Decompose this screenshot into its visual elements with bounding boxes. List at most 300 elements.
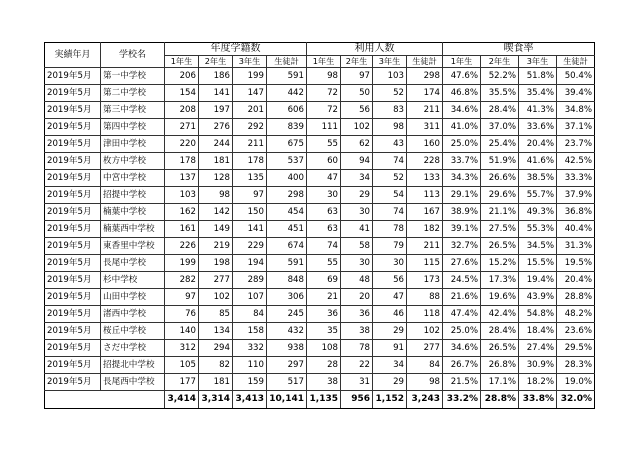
cell-rate-4: 34.8% [557, 102, 595, 119]
table-row [45, 238, 595, 255]
cell-month: 2019年5月 [45, 306, 101, 323]
cell-users-1: 108 [307, 340, 341, 357]
cell-users-3: 47 [373, 289, 407, 306]
cell-rate-3: 33.6% [519, 119, 557, 136]
cell-users-2: 56 [341, 102, 373, 119]
cell-enrolled-2: 181 [199, 153, 233, 170]
cell-month: 2019年5月 [45, 119, 101, 136]
table-row [45, 357, 595, 374]
cell-users-1: 35 [307, 323, 341, 340]
cell-rate-3: 15.5% [519, 255, 557, 272]
cell-users-4: 113 [407, 187, 443, 204]
cell-users-4: 115 [407, 255, 443, 272]
group-users-header: 利用人数 [307, 43, 443, 56]
cell-users-2: 29 [341, 187, 373, 204]
cell-enrolled-4: 839 [267, 119, 307, 136]
cell-users-4: 173 [407, 272, 443, 289]
cell-users-2: 38 [341, 323, 373, 340]
cell-users-4: 88 [407, 289, 443, 306]
cell-users-4: 102 [407, 323, 443, 340]
cell-enrolled-1: 208 [165, 102, 199, 119]
cell-users-2: 36 [341, 306, 373, 323]
cell-enrolled-1: 140 [165, 323, 199, 340]
cell-users-3: 52 [373, 85, 407, 102]
table-row [45, 340, 595, 357]
cell-enrolled-4: 306 [267, 289, 307, 306]
cell-enrolled-1: 76 [165, 306, 199, 323]
cell-rate-4: 29.5% [557, 340, 595, 357]
table-row [45, 374, 595, 391]
cell-rate-1: 32.7% [443, 238, 481, 255]
cell-users-1: 63 [307, 221, 341, 238]
cell-rate-1: 21.5% [443, 374, 481, 391]
cell-enrolled-2: 82 [199, 357, 233, 374]
cell-enrolled-2: 98 [199, 187, 233, 204]
header-row-groups [45, 43, 595, 56]
table-row [45, 85, 595, 102]
cell-rate-4: 39.4% [557, 85, 595, 102]
cell-enrolled-3: 97 [233, 187, 267, 204]
cell-enrolled-1: 199 [165, 255, 199, 272]
cell-school: 招提北中学校 [101, 357, 165, 374]
cell-month: 2019年5月 [45, 187, 101, 204]
cell-rate-2: 52.2% [481, 68, 519, 85]
cell-rate-4: 37.9% [557, 187, 595, 204]
cell-enrolled-3: 84 [233, 306, 267, 323]
cell-users-4: 211 [407, 102, 443, 119]
subheader-users-1: 1年生 [307, 56, 341, 68]
cell-users-3: 103 [373, 68, 407, 85]
cell-school: 第三中学校 [101, 102, 165, 119]
cell-school: 招提中学校 [101, 187, 165, 204]
cell-rate-2: 19.6% [481, 289, 519, 306]
total-rate-2: 28.8% [481, 391, 519, 409]
cell-rate-2: 28.4% [481, 102, 519, 119]
cell-users-1: 72 [307, 85, 341, 102]
cell-enrolled-2: 141 [199, 85, 233, 102]
total-enrolled-3: 3,413 [233, 391, 267, 409]
cell-enrolled-3: 159 [233, 374, 267, 391]
cell-enrolled-1: 282 [165, 272, 199, 289]
cell-month: 2019年5月 [45, 153, 101, 170]
cell-rate-3: 18.4% [519, 323, 557, 340]
cell-users-4: 277 [407, 340, 443, 357]
cell-enrolled-2: 102 [199, 289, 233, 306]
cell-rate-4: 42.5% [557, 153, 595, 170]
total-rate-4: 32.0% [557, 391, 595, 409]
cell-rate-1: 46.8% [443, 85, 481, 102]
cell-rate-3: 49.3% [519, 204, 557, 221]
cell-school: 山田中学校 [101, 289, 165, 306]
cell-month: 2019年5月 [45, 238, 101, 255]
table-row [45, 289, 595, 306]
cell-enrolled-2: 85 [199, 306, 233, 323]
cell-users-2: 20 [341, 289, 373, 306]
cell-users-4: 160 [407, 136, 443, 153]
cell-users-1: 63 [307, 204, 341, 221]
cell-users-3: 34 [373, 357, 407, 374]
cell-rate-2: 51.9% [481, 153, 519, 170]
cell-school: 長尾中学校 [101, 255, 165, 272]
cell-month: 2019年5月 [45, 102, 101, 119]
cell-rate-1: 34.3% [443, 170, 481, 187]
cell-enrolled-2: 181 [199, 374, 233, 391]
cell-enrolled-3: 150 [233, 204, 267, 221]
cell-rate-3: 51.8% [519, 68, 557, 85]
cell-users-3: 54 [373, 187, 407, 204]
cell-rate-2: 29.6% [481, 187, 519, 204]
subheader-enrolled-1: 1年生 [165, 56, 199, 68]
table-row [45, 153, 595, 170]
cell-enrolled-2: 294 [199, 340, 233, 357]
cell-rate-2: 37.0% [481, 119, 519, 136]
cell-rate-4: 33.3% [557, 170, 595, 187]
cell-users-2: 94 [341, 153, 373, 170]
cell-rate-4: 20.4% [557, 272, 595, 289]
cell-month: 2019年5月 [45, 374, 101, 391]
cell-rate-1: 47.4% [443, 306, 481, 323]
total-users-1: 1,135 [307, 391, 341, 409]
cell-users-2: 41 [341, 221, 373, 238]
table-row [45, 306, 595, 323]
cell-rate-2: 42.4% [481, 306, 519, 323]
cell-enrolled-4: 674 [267, 238, 307, 255]
cell-school: 津田中学校 [101, 136, 165, 153]
cell-enrolled-2: 186 [199, 68, 233, 85]
cell-rate-3: 20.4% [519, 136, 557, 153]
cell-rate-3: 30.9% [519, 357, 557, 374]
cell-rate-2: 28.4% [481, 323, 519, 340]
cell-enrolled-3: 141 [233, 221, 267, 238]
cell-enrolled-3: 289 [233, 272, 267, 289]
cell-users-1: 60 [307, 153, 341, 170]
subheader-rate-3: 3年生 [519, 56, 557, 68]
cell-enrolled-2: 142 [199, 204, 233, 221]
cell-school: 第一中学校 [101, 68, 165, 85]
cell-rate-4: 40.4% [557, 221, 595, 238]
cell-enrolled-2: 276 [199, 119, 233, 136]
cell-users-2: 97 [341, 68, 373, 85]
cell-users-2: 34 [341, 170, 373, 187]
cell-rate-1: 33.7% [443, 153, 481, 170]
cell-users-3: 91 [373, 340, 407, 357]
cell-rate-3: 43.9% [519, 289, 557, 306]
cell-rate-4: 19.5% [557, 255, 595, 272]
cell-rate-4: 48.2% [557, 306, 595, 323]
cell-enrolled-1: 312 [165, 340, 199, 357]
cell-enrolled-1: 177 [165, 374, 199, 391]
cell-school: 中宮中学校 [101, 170, 165, 187]
subheader-rate-4: 生徒計 [557, 56, 595, 68]
cell-users-3: 46 [373, 306, 407, 323]
cell-rate-3: 38.5% [519, 170, 557, 187]
cell-users-1: 72 [307, 102, 341, 119]
cell-rate-4: 28.8% [557, 289, 595, 306]
cell-school: 杉中学校 [101, 272, 165, 289]
cell-users-4: 98 [407, 374, 443, 391]
cell-rate-1: 38.9% [443, 204, 481, 221]
cell-rate-3: 41.3% [519, 102, 557, 119]
cell-rate-1: 27.6% [443, 255, 481, 272]
cell-school: 渚西中学校 [101, 306, 165, 323]
table-row [45, 187, 595, 204]
total-label-cell [45, 391, 165, 409]
cell-enrolled-3: 178 [233, 153, 267, 170]
cell-enrolled-4: 591 [267, 68, 307, 85]
cell-users-4: 228 [407, 153, 443, 170]
cell-rate-4: 23.6% [557, 323, 595, 340]
cell-rate-3: 41.6% [519, 153, 557, 170]
cell-enrolled-4: 432 [267, 323, 307, 340]
cell-month: 2019年5月 [45, 68, 101, 85]
cell-enrolled-1: 137 [165, 170, 199, 187]
subheader-enrolled-3: 3年生 [233, 56, 267, 68]
subheader-users-3: 3年生 [373, 56, 407, 68]
total-users-2: 956 [341, 391, 373, 409]
cell-rate-4: 28.3% [557, 357, 595, 374]
cell-users-1: 36 [307, 306, 341, 323]
subheader-rate-1: 1年生 [443, 56, 481, 68]
cell-users-1: 55 [307, 136, 341, 153]
cell-month: 2019年5月 [45, 289, 101, 306]
cell-users-4: 311 [407, 119, 443, 136]
cell-rate-4: 50.4% [557, 68, 595, 85]
cell-users-3: 30 [373, 255, 407, 272]
cell-rate-2: 35.5% [481, 85, 519, 102]
cell-school: 桜丘中学校 [101, 323, 165, 340]
table-row [45, 136, 595, 153]
cell-enrolled-3: 158 [233, 323, 267, 340]
cell-month: 2019年5月 [45, 357, 101, 374]
cell-month: 2019年5月 [45, 255, 101, 272]
cell-users-1: 47 [307, 170, 341, 187]
group-rate-header: 喫食率 [443, 43, 595, 56]
cell-rate-1: 34.6% [443, 340, 481, 357]
cell-enrolled-4: 938 [267, 340, 307, 357]
cell-enrolled-3: 135 [233, 170, 267, 187]
subheader-rate-2: 2年生 [481, 56, 519, 68]
table-row [45, 170, 595, 187]
cell-rate-2: 17.1% [481, 374, 519, 391]
cell-rate-1: 25.0% [443, 136, 481, 153]
cell-rate-1: 25.0% [443, 323, 481, 340]
col-school-header: 学校名 [101, 43, 165, 68]
cell-enrolled-4: 517 [267, 374, 307, 391]
cell-users-3: 29 [373, 323, 407, 340]
table-row [45, 272, 595, 289]
cell-month: 2019年5月 [45, 85, 101, 102]
cell-enrolled-3: 147 [233, 85, 267, 102]
cell-month: 2019年5月 [45, 323, 101, 340]
cell-month: 2019年5月 [45, 170, 101, 187]
cell-enrolled-4: 451 [267, 221, 307, 238]
cell-enrolled-3: 199 [233, 68, 267, 85]
cell-users-4: 133 [407, 170, 443, 187]
cell-enrolled-4: 245 [267, 306, 307, 323]
cell-rate-4: 23.7% [557, 136, 595, 153]
cell-enrolled-2: 197 [199, 102, 233, 119]
table-row [45, 323, 595, 340]
cell-rate-2: 25.4% [481, 136, 519, 153]
cell-rate-1: 24.5% [443, 272, 481, 289]
cell-users-1: 74 [307, 238, 341, 255]
cell-users-3: 98 [373, 119, 407, 136]
cell-school: 楠葉西中学校 [101, 221, 165, 238]
total-enrolled-2: 3,314 [199, 391, 233, 409]
cell-rate-3: 27.4% [519, 340, 557, 357]
cell-rate-3: 35.4% [519, 85, 557, 102]
col-month-header: 実績年月 [45, 43, 101, 68]
cell-enrolled-4: 454 [267, 204, 307, 221]
cell-rate-2: 27.5% [481, 221, 519, 238]
cell-users-2: 31 [341, 374, 373, 391]
cell-users-4: 174 [407, 85, 443, 102]
cell-enrolled-4: 606 [267, 102, 307, 119]
cell-rate-3: 54.8% [519, 306, 557, 323]
cell-enrolled-1: 161 [165, 221, 199, 238]
cell-enrolled-1: 220 [165, 136, 199, 153]
cell-rate-1: 47.6% [443, 68, 481, 85]
cell-users-1: 28 [307, 357, 341, 374]
cell-enrolled-2: 134 [199, 323, 233, 340]
cell-users-4: 211 [407, 238, 443, 255]
cell-users-3: 29 [373, 374, 407, 391]
total-users-4: 3,243 [407, 391, 443, 409]
cell-rate-2: 26.8% [481, 357, 519, 374]
total-enrolled-4: 10,141 [267, 391, 307, 409]
cell-school: 第四中学校 [101, 119, 165, 136]
cell-enrolled-4: 537 [267, 153, 307, 170]
group-enrolled-header: 年度学籍数 [165, 43, 307, 56]
cell-rate-2: 26.6% [481, 170, 519, 187]
cell-school: 第二中学校 [101, 85, 165, 102]
cell-users-3: 79 [373, 238, 407, 255]
lunch-rate-table [44, 42, 595, 409]
cell-users-3: 74 [373, 153, 407, 170]
cell-enrolled-4: 297 [267, 357, 307, 374]
cell-school: 長尾西中学校 [101, 374, 165, 391]
subheader-users-2: 2年生 [341, 56, 373, 68]
cell-users-3: 56 [373, 272, 407, 289]
cell-enrolled-1: 103 [165, 187, 199, 204]
cell-users-1: 21 [307, 289, 341, 306]
cell-users-2: 50 [341, 85, 373, 102]
table-row [45, 119, 595, 136]
cell-enrolled-1: 226 [165, 238, 199, 255]
total-rate-1: 33.2% [443, 391, 481, 409]
cell-month: 2019年5月 [45, 272, 101, 289]
cell-rate-2: 26.5% [481, 238, 519, 255]
cell-users-2: 48 [341, 272, 373, 289]
cell-users-1: 111 [307, 119, 341, 136]
cell-users-2: 78 [341, 340, 373, 357]
subheader-enrolled-2: 2年生 [199, 56, 233, 68]
cell-enrolled-3: 211 [233, 136, 267, 153]
cell-rate-4: 37.1% [557, 119, 595, 136]
cell-users-1: 98 [307, 68, 341, 85]
cell-enrolled-3: 107 [233, 289, 267, 306]
cell-users-1: 69 [307, 272, 341, 289]
cell-users-2: 30 [341, 255, 373, 272]
table-row [45, 221, 595, 238]
cell-rate-2: 17.3% [481, 272, 519, 289]
cell-rate-3: 18.2% [519, 374, 557, 391]
subheader-users-4: 生徒計 [407, 56, 443, 68]
cell-rate-4: 19.0% [557, 374, 595, 391]
cell-enrolled-3: 229 [233, 238, 267, 255]
cell-rate-3: 19.4% [519, 272, 557, 289]
cell-rate-3: 34.5% [519, 238, 557, 255]
cell-users-3: 83 [373, 102, 407, 119]
cell-enrolled-2: 219 [199, 238, 233, 255]
cell-enrolled-2: 128 [199, 170, 233, 187]
cell-users-3: 43 [373, 136, 407, 153]
cell-users-2: 30 [341, 204, 373, 221]
cell-rate-1: 21.6% [443, 289, 481, 306]
cell-enrolled-1: 178 [165, 153, 199, 170]
cell-rate-1: 41.0% [443, 119, 481, 136]
cell-users-1: 38 [307, 374, 341, 391]
cell-users-4: 167 [407, 204, 443, 221]
cell-enrolled-2: 277 [199, 272, 233, 289]
cell-users-4: 298 [407, 68, 443, 85]
total-enrolled-1: 3,414 [165, 391, 199, 409]
cell-enrolled-4: 442 [267, 85, 307, 102]
total-rate-3: 33.8% [519, 391, 557, 409]
cell-rate-2: 21.1% [481, 204, 519, 221]
cell-enrolled-3: 292 [233, 119, 267, 136]
cell-enrolled-3: 110 [233, 357, 267, 374]
cell-rate-1: 29.1% [443, 187, 481, 204]
cell-rate-3: 55.3% [519, 221, 557, 238]
cell-users-2: 22 [341, 357, 373, 374]
cell-rate-3: 55.7% [519, 187, 557, 204]
cell-users-4: 84 [407, 357, 443, 374]
cell-enrolled-4: 675 [267, 136, 307, 153]
total-row [45, 391, 595, 409]
table-row [45, 102, 595, 119]
cell-users-2: 102 [341, 119, 373, 136]
cell-users-1: 30 [307, 187, 341, 204]
cell-enrolled-4: 848 [267, 272, 307, 289]
cell-month: 2019年5月 [45, 340, 101, 357]
cell-enrolled-1: 162 [165, 204, 199, 221]
cell-rate-2: 26.5% [481, 340, 519, 357]
cell-enrolled-4: 400 [267, 170, 307, 187]
cell-users-4: 182 [407, 221, 443, 238]
total-users-3: 1,152 [373, 391, 407, 409]
table-body [45, 68, 595, 409]
cell-school: 枚方中学校 [101, 153, 165, 170]
cell-enrolled-4: 591 [267, 255, 307, 272]
cell-enrolled-2: 149 [199, 221, 233, 238]
table-row [45, 204, 595, 221]
cell-enrolled-1: 105 [165, 357, 199, 374]
cell-rate-4: 36.8% [557, 204, 595, 221]
cell-school: 東香里中学校 [101, 238, 165, 255]
table-row [45, 68, 595, 85]
cell-users-3: 74 [373, 204, 407, 221]
cell-school: 楠葉中学校 [101, 204, 165, 221]
subheader-enrolled-4: 生徒計 [267, 56, 307, 68]
cell-enrolled-3: 201 [233, 102, 267, 119]
cell-rate-1: 39.1% [443, 221, 481, 238]
cell-enrolled-1: 154 [165, 85, 199, 102]
table-row [45, 255, 595, 272]
cell-enrolled-3: 194 [233, 255, 267, 272]
cell-enrolled-3: 332 [233, 340, 267, 357]
cell-month: 2019年5月 [45, 204, 101, 221]
